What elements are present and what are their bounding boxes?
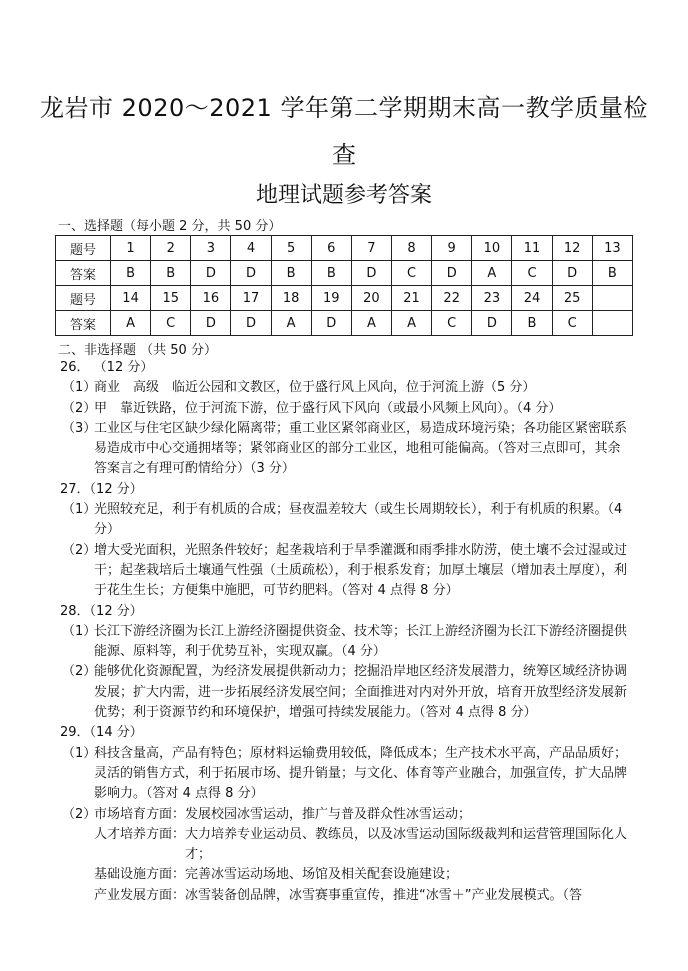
q28-item-2: （2） 能够优化资源配置，为经济发展提供新动力；挖掘沿岸地区经济发展潜力，统筹区域经济协调发展；扩大内需，进一步拓展经济发展空间；全面推进对内对外开放，培育开放型经济发展新优势；利于资源节约和环境保护，增强可持续发展能力。（答对 4 点得 8 分） — [62, 664, 628, 721]
answer-table-cell: 9 — [432, 236, 472, 261]
answer-table-cell: D — [231, 311, 271, 336]
q27-item-2: （2） 增大受光面积，光照条件较好；起垄栽培利于旱季灌溉和雨季排水防涝，使土壤不会过湿或过干；起垄栽培后土壤通气性强（土质疏松），利于根系发育；加厚土壤层（增加表土厚度），利于花生生长；方便集中施肥，可节约肥料。（答对 4 点得 8 分） — [62, 542, 628, 599]
q29-item-2-talent: 人才培养方面： 大力培养专业运动员、教练员，以及冰雪运动国际级裁判和运营管理国际化人才； — [94, 826, 628, 863]
answer-table-cell: 14 — [111, 286, 151, 311]
answer-table-cell: A — [351, 311, 391, 336]
question-27-heading: 27．（12 分） — [60, 481, 143, 497]
answer-table-row-label: 题号 — [56, 286, 111, 311]
answer-table-cell: A — [391, 311, 431, 336]
answer-table-row — [56, 286, 633, 311]
answer-table-cell: C — [552, 311, 592, 336]
answer-table-cell: D — [191, 261, 231, 286]
answer-table-cell: D — [191, 311, 231, 336]
answer-table-cell: B — [271, 261, 311, 286]
answer-table-row-label: 答案 — [56, 311, 111, 336]
answer-table-cell: 11 — [512, 236, 552, 261]
q29-item-2-infrastructure: 基础设施方面： 完善冰雪运动场地、场馆及相关配套设施建设； — [94, 867, 459, 883]
answer-table-cell: 18 — [271, 286, 311, 311]
document-title-line-1: 龙岩市 2020～2021 学年第二学期期末高一教学质量检 — [40, 94, 648, 122]
q26-item-1: （1） 商业 高级 临近公园和文教区，位于盛行风上风向，位于河流上游（5 分） — [62, 380, 536, 396]
answer-table-row-label: 题号 — [56, 236, 111, 261]
answer-table-cell: D — [311, 311, 351, 336]
answer-table-cell: D — [351, 261, 391, 286]
answer-table-cell: A — [271, 311, 311, 336]
answer-table — [55, 235, 633, 336]
document-subtitle: 地理试题参考答案 — [255, 183, 432, 208]
answer-table-cell: D — [432, 261, 472, 286]
answer-table-cell: A — [111, 311, 151, 336]
answer-table-cell: 2 — [151, 236, 191, 261]
answer-table-cell: C — [432, 311, 472, 336]
question-29-heading: 29．（14 分） — [60, 725, 143, 741]
answer-table-cell: 7 — [351, 236, 391, 261]
section-1-heading: 一、选择题（每小题 2 分，共 50 分） — [58, 219, 282, 234]
question-28-heading: 28．（12 分） — [60, 603, 143, 619]
answer-table-cell: D — [552, 261, 592, 286]
answer-table-cell: 4 — [231, 236, 271, 261]
answers-body — [0, 358, 688, 906]
answer-table-cell: 17 — [231, 286, 271, 311]
answer-table-cell: 5 — [271, 236, 311, 261]
answer-table-cell — [592, 286, 632, 311]
answer-table-cell: 16 — [191, 286, 231, 311]
answer-table-cell — [592, 311, 632, 336]
q28-item-1: （1） 长江下游经济圈为长江上游经济圈提供资金、技术等；长江上游经济圈为长江下游经济圈提供能源、原料等，利于优势互补，实现双赢。（4 分） — [62, 623, 628, 660]
answer-table-cell: 8 — [391, 236, 431, 261]
answer-table-cell: B — [592, 261, 632, 286]
answer-table-cell: 12 — [552, 236, 592, 261]
answer-table-cell: 20 — [351, 286, 391, 311]
answer-table-cell: 3 — [191, 236, 231, 261]
answer-table-cell: 19 — [311, 286, 351, 311]
answer-table-cell: 13 — [592, 236, 632, 261]
answer-table-cell: 21 — [391, 286, 431, 311]
answer-table-cell: C — [151, 311, 191, 336]
answer-table-cell: B — [151, 261, 191, 286]
answer-table-cell: B — [512, 311, 552, 336]
answer-table-row — [56, 311, 633, 336]
answer-table-cell: A — [472, 261, 512, 286]
q26-item-2: （2） 甲 靠近铁路，位于河流下游，位于盛行风下风向（或最小风频上风向）。（4 分） — [62, 400, 562, 416]
q26-item-3: （3） 工业区与住宅区缺少绿化隔离带；重工业区紧邻商业区，易造成环境污染；各功能区紧密联系易造成市中心交通拥堵等；紧邻商业区的部分工业区，地租可能偏高。（答对三点即可，其余答案言之有理可酌情给分）（3 分） — [62, 420, 628, 477]
answer-table-cell: 6 — [311, 236, 351, 261]
answer-table-cell: C — [391, 261, 431, 286]
answer-table-cell: C — [512, 261, 552, 286]
answer-table-cell: B — [111, 261, 151, 286]
answer-table-row-label: 答案 — [56, 261, 111, 286]
answer-table-cell: 23 — [472, 286, 512, 311]
answer-table-cell: 22 — [432, 286, 472, 311]
document-title-line-2: 查 — [332, 141, 356, 169]
answer-table-cell: 25 — [552, 286, 592, 311]
answer-table-cell: 15 — [151, 286, 191, 311]
answer-table-cell: 24 — [512, 286, 552, 311]
answer-table-row — [56, 261, 633, 286]
q29-item-1: （1） 科技含量高，产品有特色；原材料运输费用较低，降低成本；生产技术水平高，产品品质好；灵活的销售方式，利于拓展市场、提升销量；与文化、体育等产业融合，加强宣传，扩大品牌影响力。（答对 4 点得 8 分） — [62, 745, 628, 802]
q29-item-2-industry: 产业发展方面： 冰雪装备创品牌，冰雪赛事重宣传，推进“冰雪＋”产业发展模式。（答 — [94, 887, 582, 903]
answer-table-cell: 10 — [472, 236, 512, 261]
q29-item-2-market: （2） 市场培育方面： 发展校园冰雪运动，推广与普及群众性冰雪运动； — [62, 806, 472, 822]
answer-table-cell: B — [311, 261, 351, 286]
section-2-heading: 二、非选择题 （共 50 分） — [58, 343, 217, 358]
answer-table-cell: D — [472, 311, 512, 336]
q27-item-1: （1） 光照较充足，利于有机质的合成；昼夜温差较大（或生长周期较长），利于有机质的积累。（4 分） — [62, 502, 623, 538]
question-26-heading: 26． （12 分） — [60, 360, 154, 375]
answer-table-cell: D — [231, 261, 271, 286]
answer-table-cell: 1 — [111, 236, 151, 261]
answer-table-row — [56, 236, 633, 261]
